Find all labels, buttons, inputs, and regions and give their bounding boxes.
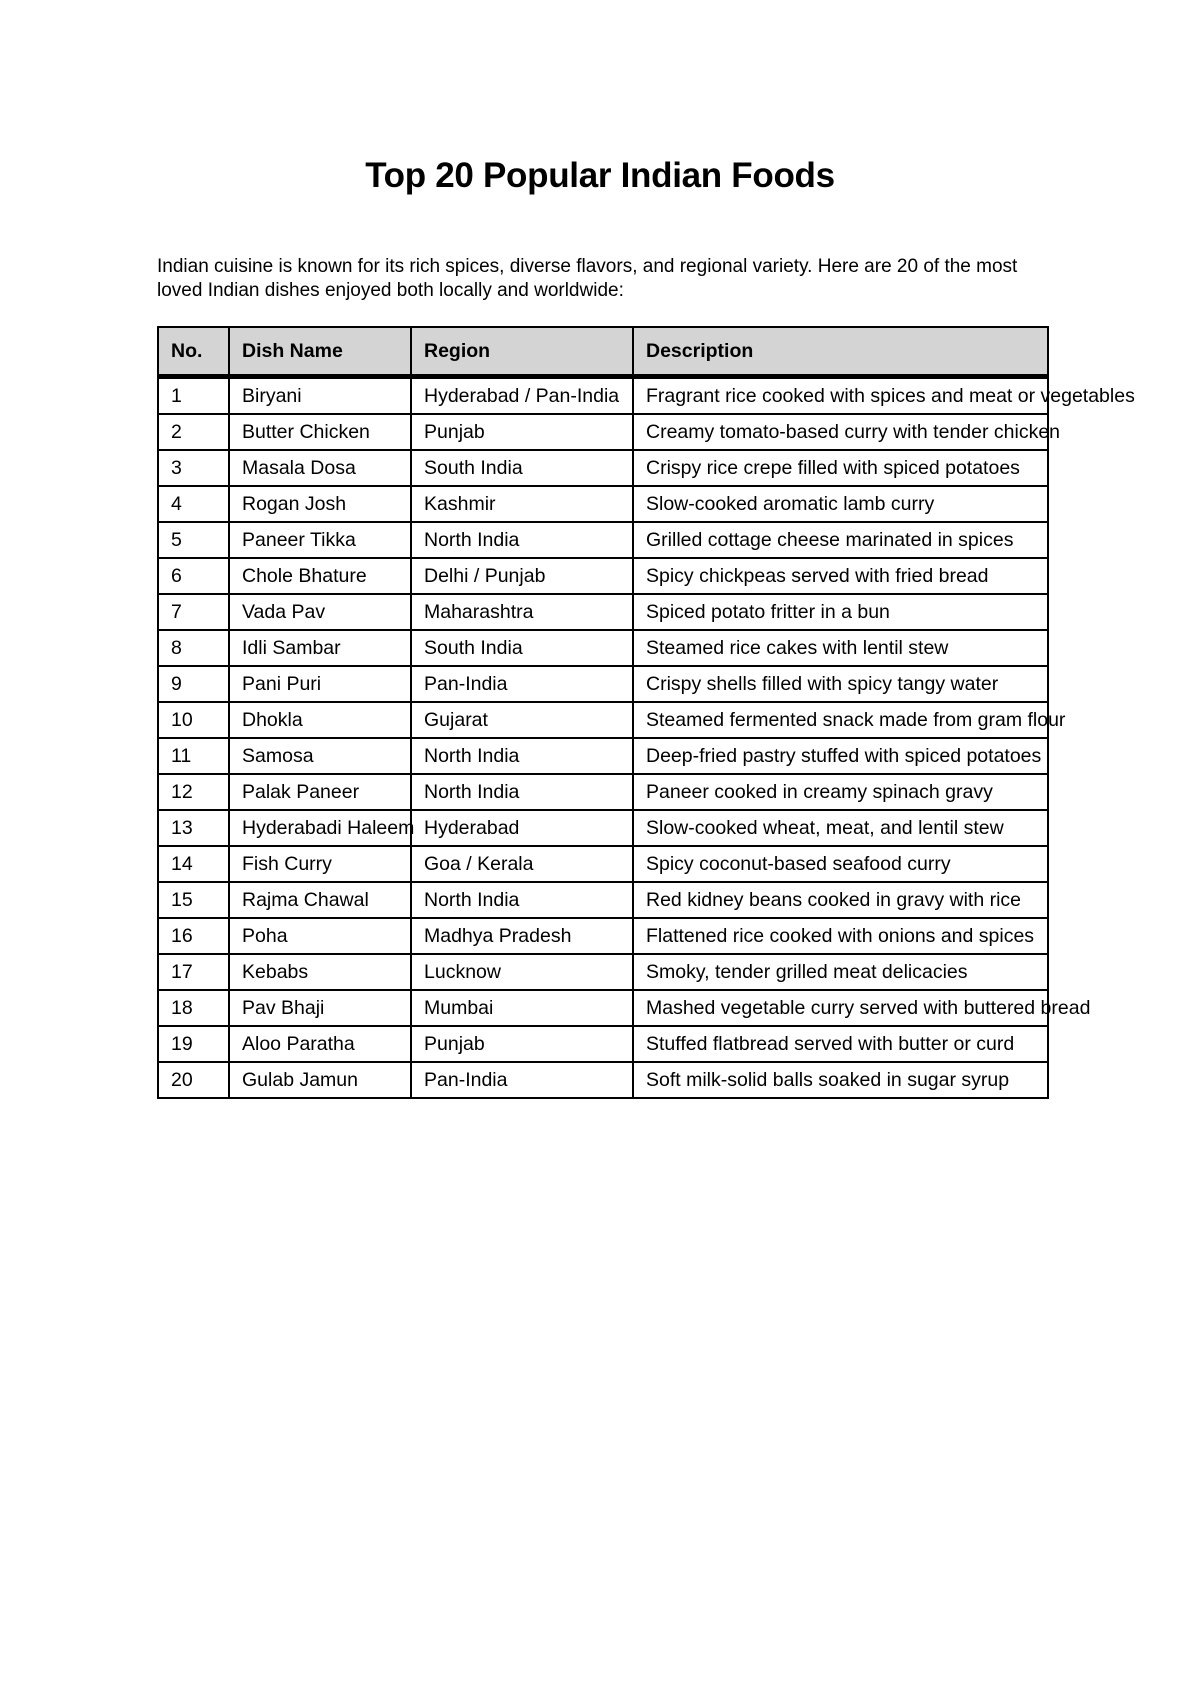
cell-description: [632, 881, 1049, 917]
table-row: [157, 665, 1049, 701]
cell-no-text: 8: [171, 636, 182, 659]
cell-description: [632, 629, 1049, 665]
table-body: [157, 376, 1135, 1099]
cell-region: [410, 557, 632, 593]
cell-description: [632, 1061, 1049, 1099]
cell-dish-name: [228, 593, 410, 629]
cell-region: [410, 376, 632, 413]
cell-dish-name: [228, 413, 410, 449]
header-description: Description: [632, 326, 1049, 376]
cell-no-text: 14: [171, 852, 193, 875]
cell-dish-name: [228, 809, 415, 845]
cell-dish-name-text: Rogan Josh: [242, 492, 347, 515]
cell-dish-name: [228, 845, 410, 881]
cell-no-text: 20: [171, 1068, 193, 1091]
table-row: [157, 881, 1049, 917]
cell-description-text: Red kidney beans cooked in gravy with rice: [646, 888, 1022, 911]
cell-dish-name: [228, 1061, 410, 1099]
cell-description: [632, 413, 1061, 449]
table-row: [157, 557, 1049, 593]
cell-dish-name: [228, 376, 410, 413]
cell-description-text: Paneer cooked in creamy spinach gravy: [646, 780, 993, 803]
cell-no-text: 15: [171, 888, 193, 911]
cell-dish-name-text: Rajma Chawal: [242, 888, 369, 911]
table-row: [157, 376, 1049, 413]
cell-region-text: Delhi / Punjab: [424, 564, 546, 587]
table-row: [157, 917, 1049, 953]
cell-dish-name-text: Samosa: [242, 744, 314, 767]
cell-no-text: 7: [171, 600, 182, 623]
cell-dish-name: [228, 1025, 410, 1061]
cell-no: [157, 413, 228, 449]
cell-description: [632, 665, 1049, 701]
cell-description: [632, 593, 1049, 629]
cell-description-text: Stuffed flatbread served with butter or curd: [646, 1032, 1015, 1055]
cell-dish-name: [228, 917, 410, 953]
cell-no: [157, 809, 228, 845]
table-row: [157, 629, 1049, 665]
cell-description: [632, 485, 1049, 521]
table-row: [157, 485, 1049, 521]
cell-region-text: Maharashtra: [424, 600, 534, 623]
cell-no: [157, 521, 228, 557]
cell-no: [157, 773, 228, 809]
table-row: [157, 593, 1049, 629]
cell-dish-name-text: Pav Bhaji: [242, 996, 325, 1019]
cell-no-text: 1: [171, 384, 182, 407]
table-row: [157, 449, 1049, 485]
cell-description-text: Creamy tomato-based curry with tender chicken: [646, 420, 1061, 443]
table-row: [157, 989, 1049, 1025]
cell-region: [410, 629, 632, 665]
table-row: [157, 701, 1049, 737]
cell-description: [632, 917, 1049, 953]
cell-region-text: Lucknow: [424, 960, 501, 983]
cell-region-text: Hyderabad / Pan-India: [424, 384, 620, 407]
cell-region: [410, 809, 632, 845]
cell-dish-name-text: Pani Puri: [242, 672, 322, 695]
cell-region-text: South India: [424, 636, 523, 659]
cell-dish-name-text: Vada Pav: [242, 600, 326, 623]
cell-no: [157, 449, 228, 485]
cell-region-text: Pan-India: [424, 672, 508, 695]
cell-description: [632, 449, 1049, 485]
cell-no: [157, 665, 228, 701]
cell-dish-name: [228, 701, 410, 737]
cell-description-text: Smoky, tender grilled meat delicacies: [646, 960, 968, 983]
cell-dish-name-text: Fish Curry: [242, 852, 332, 875]
cell-description-text: Fragrant rice cooked with spices and meat or vegetables: [646, 384, 1135, 407]
table-row: [157, 521, 1049, 557]
cell-dish-name: [228, 953, 410, 989]
cell-dish-name-text: Aloo Paratha: [242, 1032, 355, 1055]
cell-no-text: 17: [171, 960, 193, 983]
cell-region: [410, 1025, 632, 1061]
table-row: [157, 413, 1049, 449]
cell-dish-name-text: Kebabs: [242, 960, 309, 983]
cell-dish-name: [228, 629, 410, 665]
cell-description: [632, 376, 1135, 413]
cell-no: [157, 629, 228, 665]
cell-no-text: 11: [171, 744, 192, 767]
cell-description-text: Steamed fermented snack made from gram flour: [646, 708, 1066, 731]
cell-description: [632, 809, 1049, 845]
cell-description-text: Spiced potato fritter in a bun: [646, 600, 890, 623]
cell-region: [410, 773, 632, 809]
cell-region-text: North India: [424, 744, 520, 767]
cell-dish-name: [228, 557, 410, 593]
table-row: [157, 845, 1049, 881]
cell-description-text: Soft milk-solid balls soaked in sugar syrup: [646, 1068, 1010, 1091]
cell-dish-name-text: Paneer Tikka: [242, 528, 356, 551]
cell-region: [410, 701, 632, 737]
cell-region: [410, 593, 632, 629]
cell-no: [157, 917, 228, 953]
cell-no: [157, 701, 228, 737]
table-row: [157, 1061, 1049, 1099]
cell-description-text: Slow-cooked aromatic lamb curry: [646, 492, 935, 515]
cell-no: [157, 485, 228, 521]
cell-description-text: Slow-cooked wheat, meat, and lentil stew: [646, 816, 1004, 839]
cell-dish-name-text: Dhokla: [242, 708, 303, 731]
cell-no: [157, 1025, 228, 1061]
cell-no-text: 2: [171, 420, 182, 443]
cell-region-text: Goa / Kerala: [424, 852, 534, 875]
cell-region-text: Kashmir: [424, 492, 496, 515]
cell-description: [632, 953, 1049, 989]
cell-dish-name-text: Masala Dosa: [242, 456, 356, 479]
cell-description-text: Spicy coconut-based seafood curry: [646, 852, 951, 875]
cell-description-text: Grilled cottage cheese marinated in spices: [646, 528, 1014, 551]
table-header-row: [157, 326, 1049, 376]
cell-region-text: Punjab: [424, 1032, 485, 1055]
cell-region-text: North India: [424, 780, 520, 803]
cell-region: [410, 845, 632, 881]
cell-no: [157, 953, 228, 989]
cell-no-text: 19: [171, 1032, 193, 1055]
cell-dish-name-text: Poha: [242, 924, 288, 947]
cell-no-text: 12: [171, 780, 193, 803]
cell-description: [632, 845, 1049, 881]
cell-region: [410, 917, 632, 953]
cell-no-text: 13: [171, 816, 193, 839]
cell-description-text: Crispy rice crepe filled with spiced potatoes: [646, 456, 1020, 479]
cell-dish-name-text: Butter Chicken: [242, 420, 370, 443]
cell-description-text: Steamed rice cakes with lentil stew: [646, 636, 949, 659]
cell-no: [157, 881, 228, 917]
cell-description: [632, 1025, 1049, 1061]
cell-region-text: Punjab: [424, 420, 485, 443]
cell-no-text: 3: [171, 456, 182, 479]
cell-region: [410, 953, 632, 989]
cell-region-text: Mumbai: [424, 996, 494, 1019]
cell-no: [157, 1061, 228, 1099]
table-header: [157, 326, 1049, 376]
header-dish-name: Dish Name: [228, 326, 410, 376]
table-row: [157, 1025, 1049, 1061]
cell-dish-name-text: Hyderabadi Haleem: [242, 816, 415, 839]
cell-no-text: 5: [171, 528, 182, 551]
cell-region-text: Gujarat: [424, 708, 488, 731]
table-row: [157, 737, 1049, 773]
cell-no-text: 18: [171, 996, 193, 1019]
cell-description: [632, 557, 1049, 593]
header-region: Region: [410, 326, 632, 376]
cell-description: [632, 773, 1049, 809]
cell-no: [157, 557, 228, 593]
cell-region-text: North India: [424, 888, 520, 911]
cell-region: [410, 521, 632, 557]
cell-region: [410, 989, 632, 1025]
cell-description: [632, 701, 1066, 737]
cell-dish-name: [228, 665, 410, 701]
cell-no-text: 10: [171, 708, 193, 731]
cell-description: [632, 989, 1091, 1025]
cell-description-text: Crispy shells filled with spicy tangy water: [646, 672, 999, 695]
cell-region: [410, 737, 632, 773]
table-row: [157, 953, 1049, 989]
cell-description-text: Spicy chickpeas served with fried bread: [646, 564, 989, 587]
cell-dish-name: [228, 449, 410, 485]
intro-paragraph: Indian cuisine is known for its rich spices, diverse flavors, and regional variety. Here are 20 of the most loved Indian dishes enjoyed both locally and worldwide:: [157, 256, 1018, 301]
header-no: No.: [157, 326, 228, 376]
cell-description-text: Mashed vegetable curry served with buttered bread: [646, 996, 1091, 1019]
cell-dish-name: [228, 521, 410, 557]
page-title: Top 20 Popular Indian Foods: [365, 156, 835, 195]
cell-region: [410, 881, 632, 917]
cell-region-text: Pan-India: [424, 1068, 508, 1091]
cell-no-text: 6: [171, 564, 182, 587]
cell-region: [410, 485, 632, 521]
cell-no-text: 9: [171, 672, 182, 695]
cell-region-text: North India: [424, 528, 520, 551]
cell-no-text: 16: [171, 924, 193, 947]
cell-dish-name-text: Idli Sambar: [242, 636, 341, 659]
cell-description: [632, 737, 1049, 773]
cell-region: [410, 665, 632, 701]
cell-no: [157, 376, 228, 413]
cell-region-text: Madhya Pradesh: [424, 924, 572, 947]
cell-dish-name: [228, 773, 410, 809]
foods-table: [157, 326, 1135, 1099]
cell-region: [410, 1061, 632, 1099]
cell-no-text: 4: [171, 492, 182, 515]
cell-region-text: Hyderabad: [424, 816, 520, 839]
cell-description-text: Flattened rice cooked with onions and spices: [646, 924, 1035, 947]
cell-region-text: South India: [424, 456, 523, 479]
cell-dish-name-text: Chole Bhature: [242, 564, 367, 587]
cell-dish-name-text: Biryani: [242, 384, 302, 407]
cell-dish-name: [228, 737, 410, 773]
cell-region: [410, 449, 632, 485]
cell-dish-name-text: Palak Paneer: [242, 780, 360, 803]
cell-dish-name: [228, 989, 410, 1025]
cell-dish-name: [228, 881, 410, 917]
cell-description: [632, 521, 1049, 557]
cell-dish-name: [228, 485, 410, 521]
table-row: [157, 773, 1049, 809]
cell-region: [410, 413, 632, 449]
cell-no: [157, 593, 228, 629]
cell-description-text: Deep-fried pastry stuffed with spiced potatoes: [646, 744, 1042, 767]
cell-no: [157, 989, 228, 1025]
cell-no: [157, 845, 228, 881]
cell-no: [157, 737, 228, 773]
cell-dish-name-text: Gulab Jamun: [242, 1068, 358, 1091]
table-row: [157, 809, 1049, 845]
